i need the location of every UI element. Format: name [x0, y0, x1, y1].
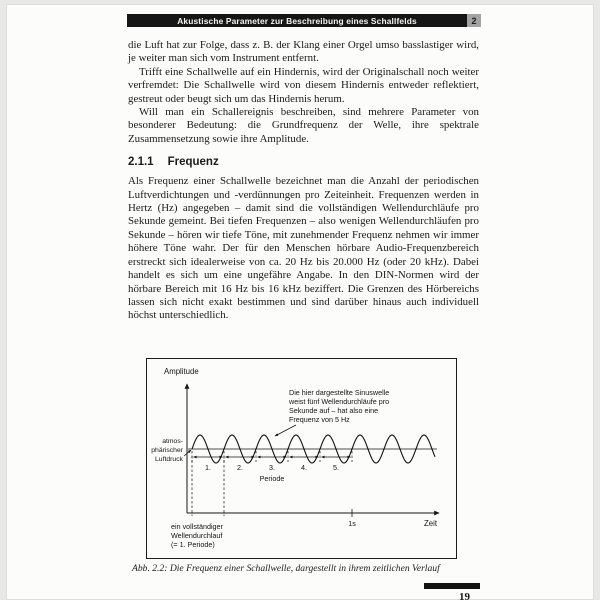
atmospheric-pressure-label: phärischer [151, 447, 183, 454]
figure-footnote-line: Wellendurchlauf [171, 531, 223, 540]
section-heading [128, 156, 479, 168]
chapter-header-bar [127, 14, 467, 27]
paragraph: Trifft eine Schallwelle auf ein Hindernis, wird der Originalschall noch weiter verfremdet: Die Schallwelle wird von diesem Hindernis entweder reflektiert, gestreut oder beugt sich um das Hindernis herum. [128, 65, 479, 105]
atmospheric-pressure-label: atmos- [162, 438, 183, 445]
figure-annotation-line: weist fünf Wellendurchläufe pro [289, 397, 390, 406]
annotation-arrow [275, 425, 296, 436]
chapter-header-title: Akustische Parameter zur Beschreibung eines Schallfelds [177, 15, 417, 26]
figure-footnote-line: (= 1. Periode) [171, 540, 215, 549]
sine-wave-diagram [147, 359, 456, 558]
period-markers-group [192, 451, 352, 516]
figure-annotation-line: Frequenz von 5 Hz [289, 415, 350, 424]
paragraph: Will man ein Schallereignis beschreiben, sind mehrere Parameter von besonderer Bedeutung: die Grundfrequenz der Welle, ihre spektrale Zusammensetzung sowie ihre Amplitude. [128, 106, 479, 145]
period-number: 2. [237, 463, 243, 472]
section-title: Frequenz [167, 156, 219, 169]
paragraph: Als Frequenz einer Schallwelle bezeichnet man die Anzahl der periodischen Luftverdichtungen und -verdünnungen pro Zeiteinheit. Frequenzen werden in Hertz (Hz) angegeben – damit sind die vollständigen Wellendurchläufe pro Sekunde gemeint. Bei tiefen Frequenzen – also wenigen Wellendurchläufen pro Sekunde – hören wir tiefe Töne, mit zunehmender Frequenz nehmen wir immer höhere Töne wahr. Der für den Menschen hörbare Audio-Frequenzbereich erstreckt sich idealerweise von ca. 20 Hz bis 20.000 Hz (oder 20 kHz). Dabei handelt es sich um eine ungefähre Angabe. In den DIN-Normen wird der hörbare Bereich mit 16 Hz bis 16 kHz beziffert. Die Grenzen des Hörbereichs lassen sich nicht exakt bestimmen und sind darüber hinaus auch individuell höchst unterschiedlich. [128, 175, 479, 322]
body-text-column [128, 39, 479, 323]
figure-footnote-line: ein vollständiger [171, 522, 223, 531]
period-number: 4. [301, 463, 307, 472]
figure-y-axis-label: Amplitude [164, 367, 199, 376]
section-number: 2.1.1 [128, 156, 154, 169]
figure-caption: Abb. 2.2: Die Frequenz einer Schallwelle, dargestellt in ihrem zeitlichen Verlauf [132, 563, 440, 574]
period-number: 3. [269, 463, 275, 472]
period-number: 1. [205, 463, 211, 472]
figure-annotation-line: Sekunde auf – hat also eine [289, 406, 379, 415]
one-second-label: 1s [348, 519, 356, 528]
figure-annotation-line: Die hier dargestellte Sinuswelle [289, 388, 390, 397]
atmospheric-pressure-label: Luftdruck [155, 456, 183, 463]
figure-frame [146, 358, 457, 559]
footer-rule [424, 583, 480, 589]
chapter-number-badge: 2 [467, 14, 481, 27]
paragraph: die Luft hat zur Folge, dass z. B. der Klang einer Orgel umso basslastiger wird, je weiter man sich vom Instrument entfernt. [128, 39, 479, 65]
period-label: Periode [259, 474, 285, 483]
figure-x-axis-label: Zeit [424, 519, 437, 528]
page-number: 19 [459, 591, 470, 600]
period-number: 5. [333, 463, 339, 472]
